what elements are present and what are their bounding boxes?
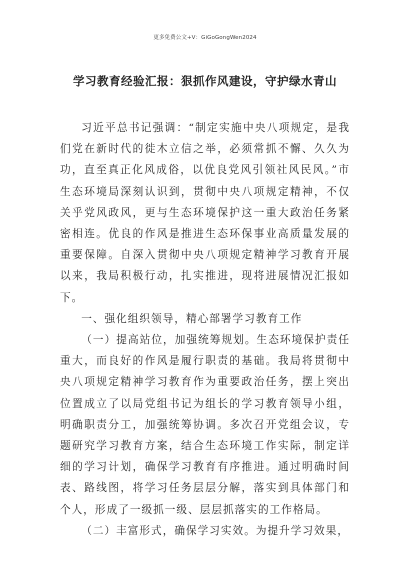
document-body [60,118,350,542]
document-title: 学习教育经验汇报：狠抓作风建设，守护绿水青山 [73,74,337,88]
header-note: 更多免费公文+V：GiGoGongWen2024 [153,35,257,41]
paragraph-subsection-1: （一）提高站位，加强统筹规划。生态环境保护责任重大，而良好的作风是履行职责的基础。我局将贯彻中央八项规定精神学习教育作为重要政治任务，摆上突出位置成立了以局党组书记为组长的学习教育领导小组，明确职责分工，加强统筹协调。多次召开党组会议，专题研究学习教育方案，结合生态环境工作实际，制定详细的学习计划，确保学习教育有序推进。通过明确时间表、路线图，将学习任务层层分解，落实到具体部门和个人，形成了一级抓一级、层层抓落实的工作格局。 [60,334,350,516]
paragraph-subsection-2: （二）丰富形式，确保学习实效。为提升学习效果， [81,524,349,537]
section-heading-1: 一、强化组织领导，精心部署学习教育工作 [81,312,303,325]
paragraph-intro: 习近平总书记强调：“制定实施中央八项规定，是我们党在新时代的徙木立信之举，必须常抓不懈、久久为功，直至真正化风成俗，以优良党风引领社风民风。”市生态环境局深刻认识到，贯彻中央八项规定精神，不仅关乎党风政风，更与生态环境保护这一重大政治任务紧密相连。优良的作风是推进生态环保事业高质量发展的重要保障。自深入贯彻中央八项规定精神学习教育开展以来，我局积极行动，扎实推进，现将进展情况汇报如下。 [60,122,350,304]
